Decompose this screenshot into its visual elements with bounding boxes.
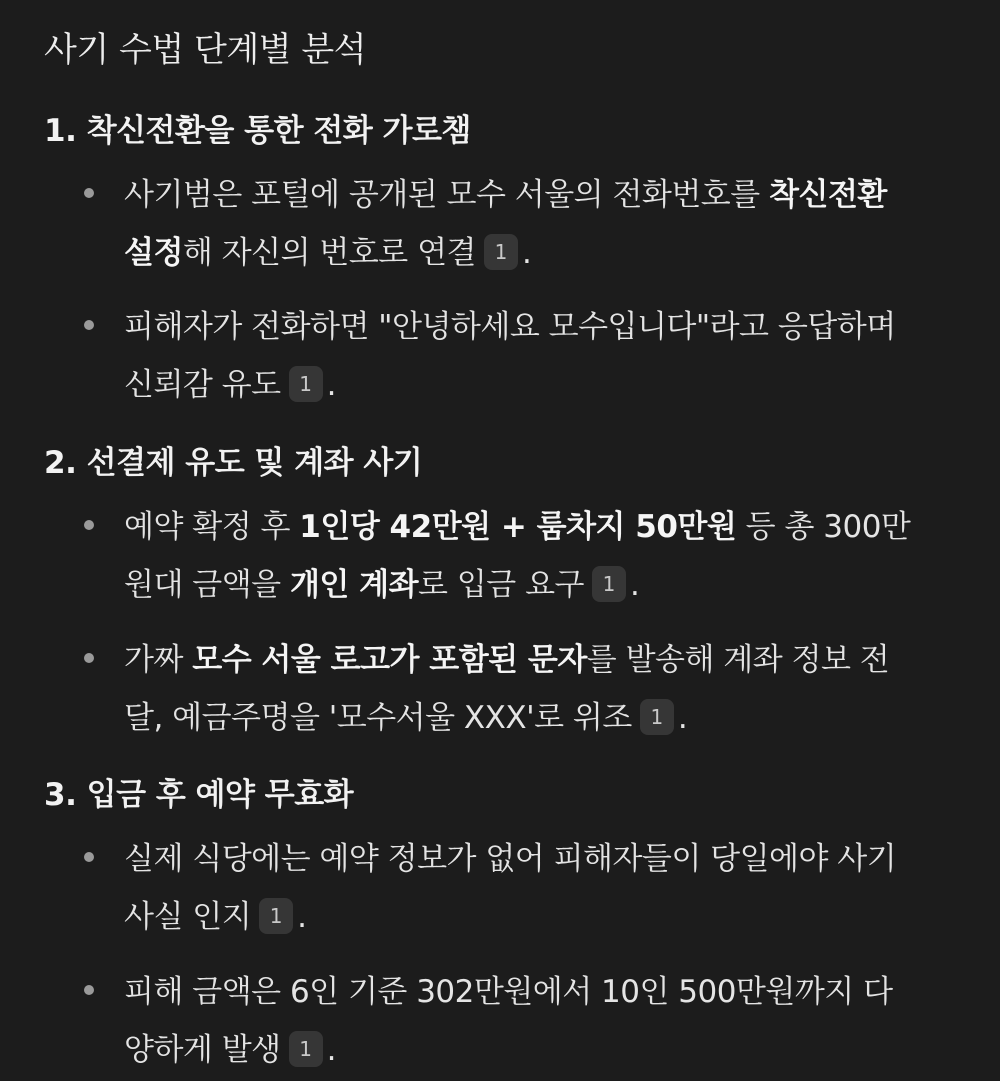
bullet-dot [84, 188, 94, 198]
page-title: 사기 수법 단계별 분석 [44, 30, 367, 70]
bullet-dot [84, 985, 94, 995]
bullet-item: 가짜 모수 서울 로고가 포함된 문자를 발송해 계좌 정보 전 달, 예금주명을 '모수서울 XXX'로 위조 1 . [124, 642, 890, 736]
bullet-dot [84, 520, 94, 530]
bullet-item: 사기범은 포털에 공개된 모수 서울의 전화번호를 착신전환 설정해 자신의 번호로 연결 1 . [124, 177, 887, 271]
citation-badge[interactable]: 1 [259, 898, 293, 934]
bullet-item: 예약 확정 후 1인당 42만원 + 룸차지 50만원 등 총 300만 원대 금액을 개인 계좌로 입금 요구 1 . [124, 509, 911, 603]
bullet-item: 피해자가 전화하면 "안녕하세요 모수입니다"라고 응답하며 신뢰감 유도 1 . [124, 309, 896, 403]
bold-text: 개인 계좌 [289, 567, 419, 603]
bullet-item: 피해 금액은 6인 기준 302만원에서 10인 500만원까지 다 양하게 발생 1 . [124, 974, 893, 1068]
bold-text: 설정 [124, 235, 183, 271]
bold-text: 모수 서울 로고가 포함된 문자 [192, 642, 587, 678]
bullet-item: 실제 식당에는 예약 정보가 없어 피해자들이 당일에야 사기 사실 인지 1 . [124, 841, 897, 935]
section-heading-3: 3. 입금 후 예약 무효화 [44, 777, 354, 813]
bullet-dot [84, 653, 94, 663]
bullet-dot [84, 320, 94, 330]
bullet-dot [84, 852, 94, 862]
citation-badge[interactable]: 1 [289, 366, 323, 402]
citation-badge[interactable]: 1 [592, 566, 626, 602]
bold-text: 착신전환 [769, 177, 887, 213]
section-heading-1: 1. 착신전환을 통한 전화 가로챔 [44, 113, 471, 149]
citation-badge[interactable]: 1 [289, 1031, 323, 1067]
citation-badge[interactable]: 1 [484, 234, 518, 270]
section-heading-2: 2. 선결제 유도 및 계좌 사기 [44, 445, 423, 481]
citation-badge[interactable]: 1 [640, 699, 674, 735]
bold-text: 1인당 42만원 + 룸차지 50만원 [299, 509, 737, 545]
